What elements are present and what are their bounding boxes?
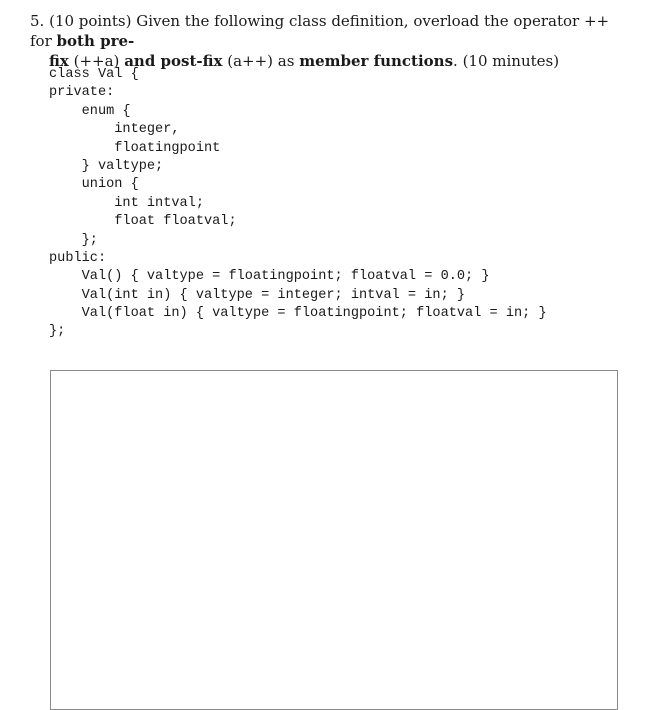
question-text-prefix-example: (++a) — [68, 52, 125, 70]
code-line: enum { — [49, 103, 131, 119]
question-number: 5. — [30, 12, 45, 30]
code-line: Val(int in) { valtype = integer; intval = in; } — [49, 287, 466, 303]
code-line: union { — [49, 177, 139, 193]
class-definition-code — [49, 66, 547, 342]
code-line: int intval; — [49, 195, 204, 211]
code-line: public: — [49, 250, 107, 266]
code-line: Val(float in) { valtype = floatingpoint; floatval = in; } — [49, 306, 547, 322]
question-points: (10 points) — [49, 12, 132, 30]
question-bold-member-functions: member functions — [299, 52, 454, 70]
code-line: floatingpoint — [49, 140, 221, 156]
code-line: private: — [49, 85, 115, 101]
question-bold-both-pre: both pre- — [56, 32, 135, 50]
code-line: class Val { — [49, 67, 139, 82]
code-line: } valtype; — [49, 158, 164, 174]
question-text-postfix-example: (a++) as — [222, 52, 300, 70]
question-bold-fix: fix — [49, 52, 69, 70]
code-line: integer, — [49, 122, 180, 138]
question-line-1 — [30, 11, 630, 51]
answer-box[interactable] — [50, 370, 618, 710]
question-text-before: Given the following class definition, overload the operator ++ for — [30, 12, 610, 50]
code-line: Val() { valtype = floatingpoint; floatval = 0.0; } — [49, 269, 490, 285]
code-line: float floatval; — [49, 214, 237, 230]
question-bold-post-fix: and post-fix — [124, 52, 223, 70]
code-line: }; — [49, 232, 98, 248]
question-prompt — [30, 11, 630, 71]
question-text-time: . (10 minutes) — [453, 52, 560, 70]
code-line: }; — [49, 324, 66, 340]
